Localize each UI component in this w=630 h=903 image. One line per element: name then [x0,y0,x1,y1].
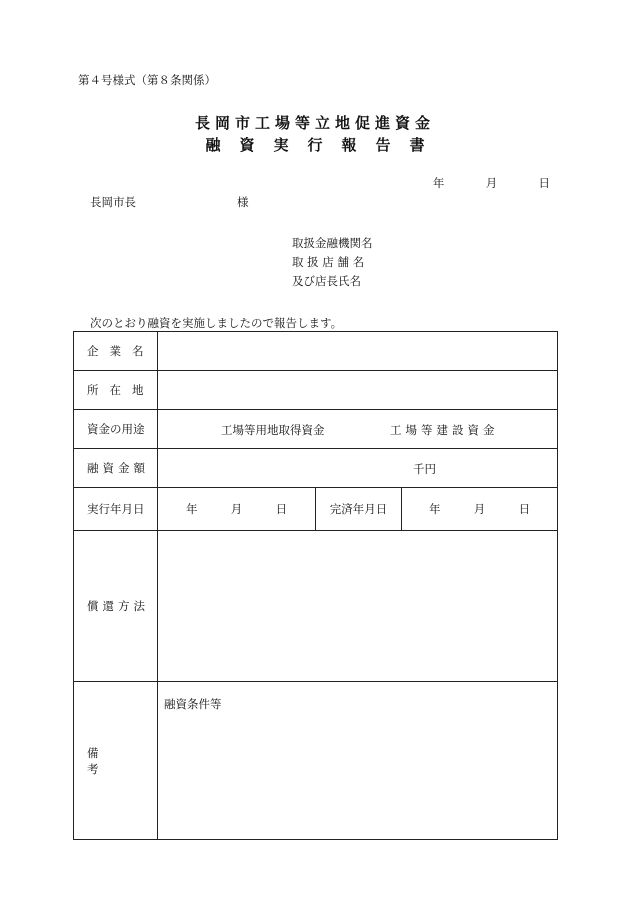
amount-unit: 千円 [413,462,436,476]
remarks-row [74,682,558,840]
address-value-cell[interactable] [158,371,558,410]
address-label-cell [74,371,158,410]
date-year-label: 年 [432,176,445,190]
amount-value-cell[interactable] [158,449,558,488]
exec-day-label: 日 [275,502,288,516]
complete-date-value-cell[interactable] [402,488,558,531]
purpose-value-cell [158,410,558,449]
manager-label: 及び店長氏名 [292,274,361,288]
date-month-label: 月 [485,176,498,190]
branch-label: 取 扱 店 舗 名 [292,255,365,269]
dates-row [74,488,558,531]
company-value-cell[interactable] [158,332,558,371]
amount-label-cell [74,449,158,488]
remarks-note: 融資条件等 [164,697,222,711]
remarks-label-cell [74,682,158,840]
complete-date-label: 完済年月日 [329,502,388,516]
company-row [74,332,558,371]
address-label: 所在地 [87,383,155,397]
complete-month-label: 月 [473,502,486,516]
purpose-label: 資金の用途 [87,422,145,436]
remarks-value-cell[interactable] [158,682,558,840]
amount-label: 融資金額 [87,461,149,475]
purpose-option-land[interactable]: 工場等用地取得資金 [221,423,325,437]
addressee-honorific: 様 [237,195,249,209]
exec-date-label-cell [74,488,158,531]
complete-year-label: 年 [428,502,441,516]
document-subtitle: 融資実行報告書 [205,136,444,154]
amount-row [74,449,558,488]
purpose-option-build[interactable]: 工場等建設資金 [390,423,499,437]
company-label-cell [74,332,158,371]
institution-label: 取扱金融機関名 [292,236,373,250]
repayment-label-cell [74,531,158,682]
exec-date-value-cell[interactable] [158,488,316,531]
addressee-name: 長岡市長 [90,195,136,209]
repayment-label: 償還方法 [87,599,149,613]
company-label: 企業名 [87,344,155,358]
document-title: 長岡市工場等立地促進資金 [194,114,435,132]
intro-text: 次のとおり融資を実施しましたので報告します。 [90,316,343,330]
exec-year-label: 年 [185,502,198,516]
complete-day-label: 日 [518,502,531,516]
exec-date-label: 実行年月日 [87,502,145,516]
repayment-value-cell[interactable] [158,531,558,682]
date-day-label: 日 [538,176,550,190]
purpose-label-cell [74,410,158,449]
exec-month-label: 月 [230,502,243,516]
complete-date-label-cell [316,488,402,531]
address-row [74,371,558,410]
form-number: 第４号様式（第８条関係） [78,73,216,87]
report-table [73,331,558,840]
purpose-row [74,410,558,449]
report-date [433,175,550,191]
repayment-row [74,531,558,682]
remarks-label: 備考 [87,745,145,776]
bank-info-block [292,234,373,291]
